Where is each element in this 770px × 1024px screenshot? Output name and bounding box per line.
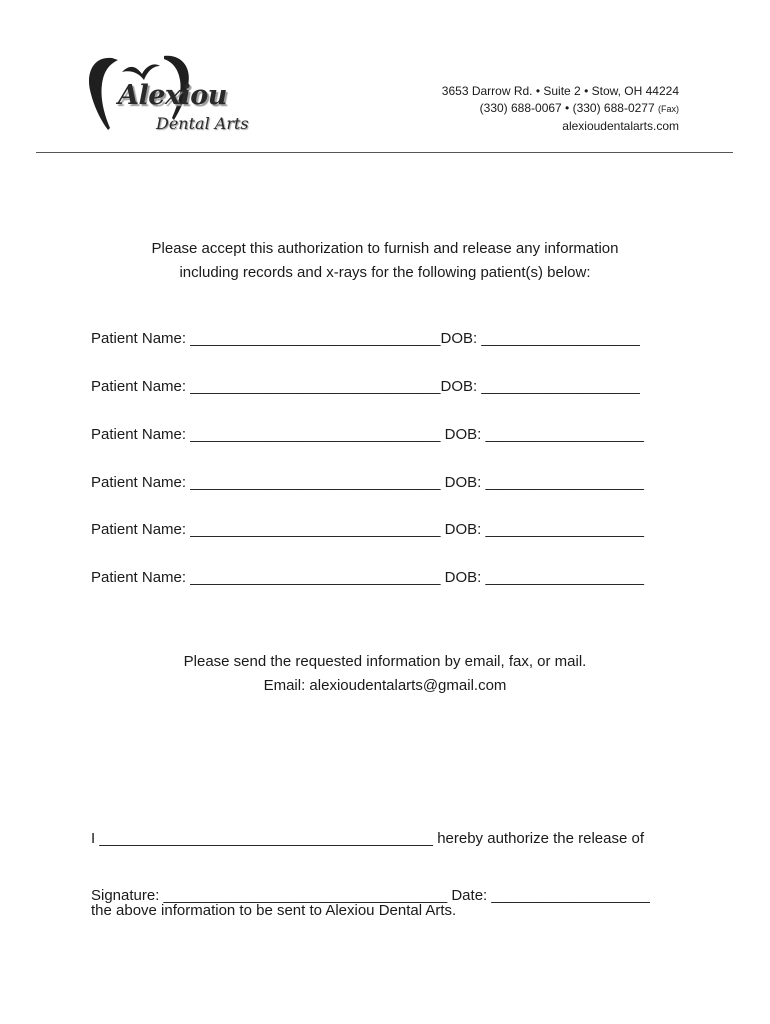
send-line: Please send the requested information by email, fax, or mail. [183,653,587,670]
patient-row[interactable]: Patient Name: ______________________________ DOB: ___________________ [91,474,644,491]
authorization-statement[interactable] [91,779,691,947]
header-divider [36,152,733,153]
signature-date-row[interactable]: Signature: __________________________________ Date: ___________________ [91,887,650,904]
intro-line: Please accept this authorization to furnish and release any information [151,240,619,257]
address-line: 3653 Darrow Rd. • Suite 2 • Stow, OH 44224 [441,84,679,98]
phone-line [442,100,679,118]
logo-name: Alexiou [118,80,227,111]
patient-row[interactable]: Patient Name: ______________________________ DOB: ___________________ [91,521,644,538]
send-instructions [60,650,710,698]
authorization-line: the above information to be sent to Alexiou Dental Arts. [91,902,457,919]
patient-row[interactable]: Patient Name: ______________________________DOB: ___________________ [91,378,640,395]
authorization-line[interactable]: I ________________________________________ hereby authorize the release of [91,830,644,847]
logo-subtitle: Dental Arts [156,114,249,133]
intro-paragraph [60,237,710,285]
patient-row[interactable]: Patient Name: ______________________________DOB: ___________________ [91,330,640,347]
intro-line: including records and x-rays for the following patient(s) below: [179,264,591,281]
contact-block [442,83,679,135]
fax-label: (Fax) [658,104,679,114]
patient-row[interactable]: Patient Name: ______________________________ DOB: ___________________ [91,569,644,586]
patient-row[interactable]: Patient Name: ______________________________ DOB: ___________________ [91,426,644,443]
phone-numbers: (330) 688-0067 • (330) 688-0277 [479,101,655,115]
website-link[interactable]: alexioudentalarts.com [562,119,679,133]
email-line: Email: alexioudentalarts@gmail.com [263,677,507,694]
